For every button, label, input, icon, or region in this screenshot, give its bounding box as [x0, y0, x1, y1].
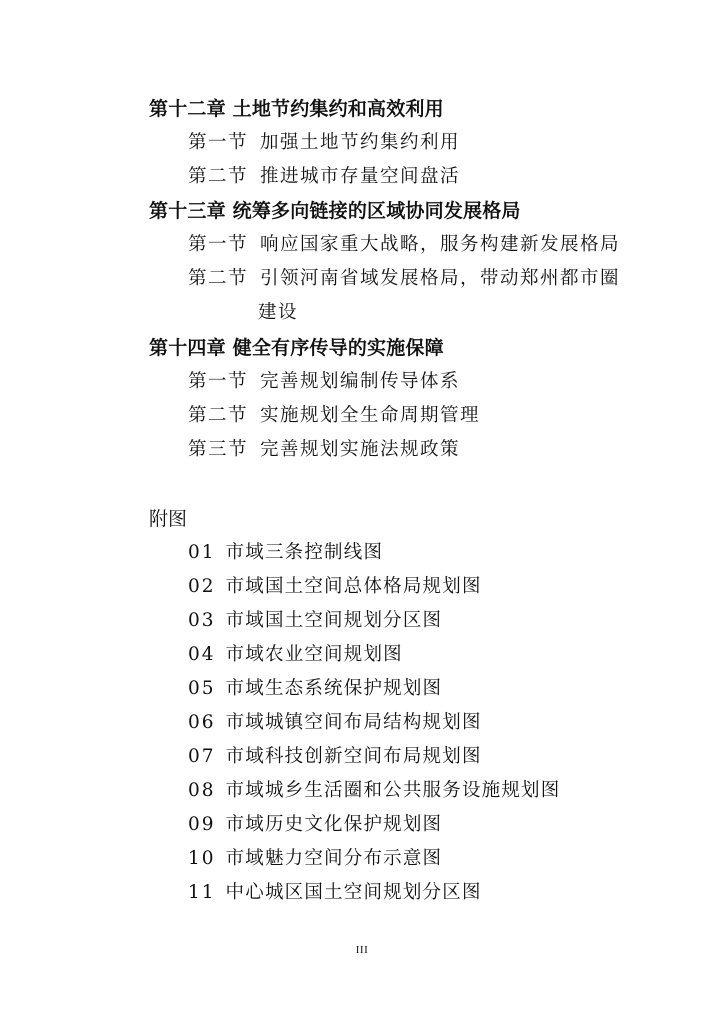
- page-number: III: [355, 944, 369, 956]
- section-number: 第一节: [188, 371, 249, 392]
- ch13-section-2: [188, 266, 620, 292]
- section-number: 第二节: [188, 405, 249, 426]
- section-number: 第二节: [188, 268, 249, 289]
- ch13-section-2-continued: 建设: [258, 302, 299, 323]
- figure-title: 中心城区国土空间规划分区图: [225, 882, 482, 903]
- figure-entry: [188, 540, 383, 566]
- figure-number: 10: [188, 848, 216, 869]
- section-title: 引领河南省域发展格局，带动郑州都市圈: [260, 268, 621, 289]
- figure-entry: [188, 574, 482, 600]
- ch14-section-3: [188, 437, 460, 463]
- figure-number: 11: [188, 882, 216, 903]
- figure-number: 08: [188, 780, 216, 801]
- figure-title: 市域历史文化保护规划图: [225, 814, 443, 835]
- figure-number: 04: [188, 644, 216, 665]
- ch12-section-1: [188, 130, 460, 156]
- figure-title: 市域科技创新空间布局规划图: [225, 746, 482, 767]
- figure-title: 市域农业空间规划图: [225, 644, 403, 665]
- figure-entry: [188, 812, 442, 838]
- section-number: 第三节: [188, 439, 249, 460]
- figure-number: 09: [188, 814, 216, 835]
- figure-number: 06: [188, 712, 216, 733]
- figure-title: 市域国土空间规划分区图: [225, 610, 443, 631]
- ch12-section-2: [188, 164, 460, 190]
- figure-title: 市域城镇空间布局结构规划图: [225, 712, 482, 733]
- appendix-heading: 附图: [149, 508, 188, 530]
- figure-entry: [188, 710, 482, 736]
- figure-number: 03: [188, 610, 216, 631]
- section-title: 加强土地节约集约利用: [260, 132, 461, 153]
- figure-entry: [188, 676, 442, 702]
- figure-entry: [188, 778, 560, 804]
- figure-number: 07: [188, 746, 216, 767]
- figure-title: 市域城乡生活圈和公共服务设施规划图: [225, 780, 561, 801]
- section-number: 第一节: [188, 132, 249, 153]
- ch14-section-1: [188, 369, 460, 395]
- figure-title: 市域三条控制线图: [225, 542, 384, 563]
- figure-title: 市域魅力空间分布示意图: [225, 848, 443, 869]
- figure-title: 市域生态系统保护规划图: [225, 678, 443, 699]
- section-number: 第二节: [188, 166, 249, 187]
- ch14-section-2: [188, 403, 480, 429]
- figure-entry: [188, 880, 482, 906]
- figure-number: 01: [188, 542, 216, 563]
- section-title: 实施规划全生命周期管理: [260, 405, 481, 426]
- figure-number: 05: [188, 678, 216, 699]
- section-number: 第一节: [188, 234, 249, 255]
- chapter-14-title: 第十四章 健全有序传导的实施保障: [149, 337, 444, 359]
- figure-number: 02: [188, 576, 216, 597]
- ch13-section-1: [188, 232, 620, 258]
- figure-entry: [188, 642, 403, 668]
- figure-entry: [188, 846, 442, 872]
- section-title: 响应国家重大战略，服务构建新发展格局: [260, 234, 621, 255]
- section-title: 完善规划实施法规政策: [260, 439, 461, 460]
- section-title: 推进城市存量空间盘活: [260, 166, 461, 187]
- chapter-13-title: 第十三章 统筹多向链接的区域协同发展格局: [149, 200, 521, 222]
- figure-title: 市域国土空间总体格局规划图: [225, 576, 482, 597]
- section-title: 完善规划编制传导体系: [260, 371, 461, 392]
- figure-entry: [188, 744, 482, 770]
- figure-entry: [188, 608, 442, 634]
- chapter-12-title: 第十二章 土地节约集约和高效利用: [149, 98, 444, 120]
